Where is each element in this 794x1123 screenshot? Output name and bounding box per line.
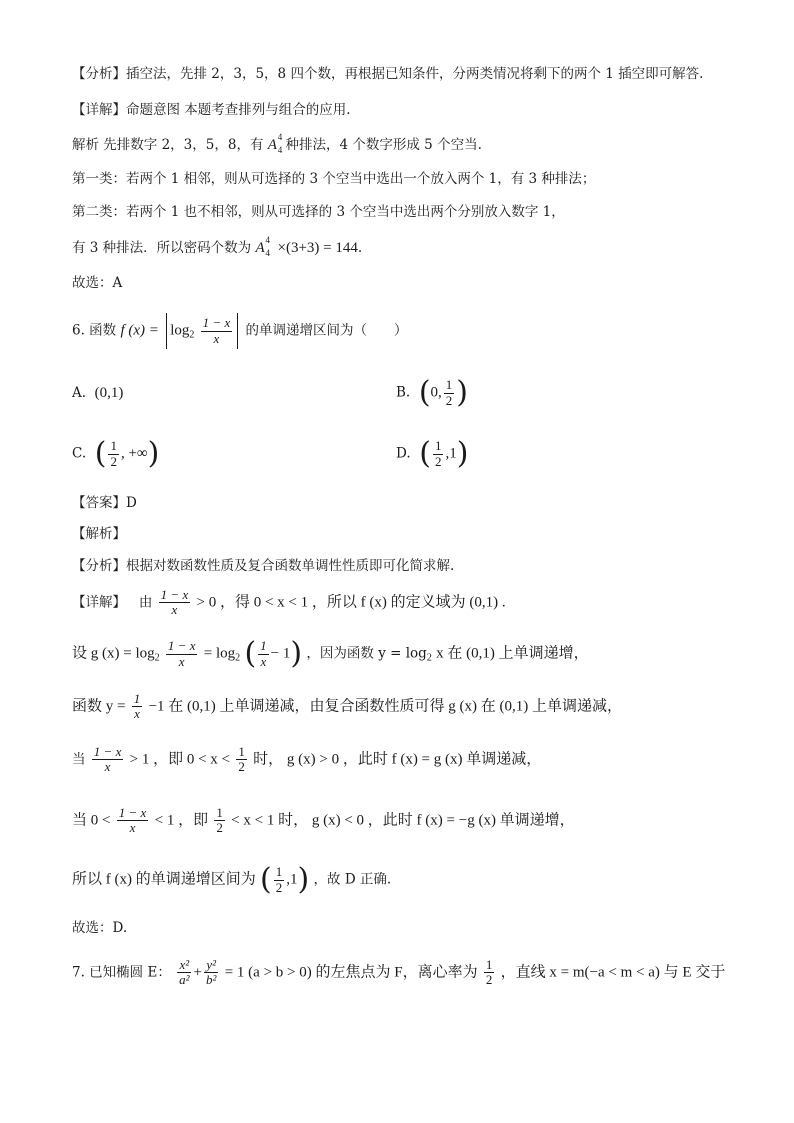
fraction: $\frac{1 - x}{x}$ <box>202 315 231 346</box>
detail-step-2: 设 g $(x) = \log_2$ $\frac{1 - x}{x}$ = $\log_2$ ( $\frac{1}{x}$ − 1) ，因为函数 $y = \log_2 x$ 在 (0,1) 上单调递增， <box>72 636 589 671</box>
option-a: A. (0,1) <box>72 385 124 401</box>
option-c: C. ( $\frac{1}{2}$ , +∞) <box>72 436 160 471</box>
case-two: 第二类：若两个 1 也不相邻，则从可选择的 3 个空当中选出两个分别放入数字 1， <box>72 204 565 220</box>
case-one: 第一类：若两个 1 相邻，则从可选择的 3 个空当中选出一个放入两个 1，有 3 种排法； <box>72 171 596 187</box>
abs-bar-right <box>237 313 238 349</box>
analysis-text: 插空法，先排 2，3，5，8 四个数，再根据已知条件，分两类情况将剩下的两个 1 插空即可解答. <box>126 66 704 82</box>
detail-step-1: 【详解】 由 $\frac{1 - x}{x}$ > 0 ，得 0 < x < 1 ，所以 f (x) 的定义域为 (0,1) . <box>72 587 506 618</box>
detail-step-4: 当 $\frac{1 - x}{x}$ > 1 ，即 0 < x < $\frac{1}{2}$ 时， g (x) > 0 ，此时 f (x) = g (x) 单调递减， <box>72 744 542 775</box>
question-7-stem: 7. 已知椭圆 E： $\frac{\text{x²}}{\text{a²}}$ + $\frac{\text{y²}}{\text{b²}}$ = 1 (a > b > 0) 的左焦点为 F，离心率为 $\frac{1}{2}$ ，直线 x = m(−a < m < a) 与 E 交于 <box>72 957 726 988</box>
function-f: f (x) = <box>120 322 159 339</box>
choose-6: 故选：D. <box>72 920 128 936</box>
answer-line <box>72 497 137 511</box>
detail-text: 命题意图 本题考查排列与组合的应用. <box>126 102 351 118</box>
jiexi-tag: 【解析】 <box>72 526 126 542</box>
question-6-stem: 6. 函数 f $(x) = \log_2$ $\frac{1 - x}{x}$ 的单调递增区间为（ ） <box>72 313 408 349</box>
option-b: B. (0, $\frac{1}{2}$ ) <box>396 375 468 410</box>
solution-text: 解析 先排数字 2，3，5，8，有 <box>72 137 264 153</box>
analysis-line-6: 【分析】根据对数函数性质及复合函数单调性性质即可化简求解. <box>72 558 455 574</box>
detail-line-5 <box>72 104 351 118</box>
detail-step-5: 当 0 < $\frac{1 - x}{x}$ < 1 ，即 $\frac{1}{2}$ < x < 1 时， g (x) < 0 ，此时 f (x) = −g (x) 单调递增， <box>72 805 575 836</box>
analysis-tag: 【分析】 <box>72 66 126 82</box>
answer-value: D <box>126 495 137 511</box>
arrangement-symbol: A 4 4 <box>255 235 270 258</box>
total-expression: ×(3+3) = 144 <box>277 240 358 256</box>
detail-step-3: 函数 y = $\frac{1}{x}$ −1 在 (0,1) 上单调递减，由复合函数性质可得 g (x) 在 (0,1) 上单调递减， <box>72 691 622 722</box>
detail-step-6: 所以 f (x) 的单调递增区间为 ( $\frac{1}{2}$ ,1) ，故 D 正确. <box>72 862 392 897</box>
answer-tag: 【答案】 <box>72 495 126 511</box>
solution-line <box>72 132 482 155</box>
abs-bar-left <box>166 313 167 349</box>
solution-text-end: 种排法，4 个数字形成 5 个空当. <box>285 137 482 153</box>
choose-5: 故选：A <box>72 275 123 291</box>
analysis-line-5 <box>72 68 703 82</box>
arrangement-symbol: A 4 4 <box>267 132 283 155</box>
option-d: D. ( $\frac{1}{2}$ ,1) <box>396 436 469 471</box>
detail-tag: 【详解】 <box>72 102 126 118</box>
total-text: 有 3 种排法．所以密码个数为 <box>72 240 252 256</box>
total-line: 有 3 种排法．所以密码个数为 A 4 4 ×(3+3) = 144. <box>72 235 363 258</box>
